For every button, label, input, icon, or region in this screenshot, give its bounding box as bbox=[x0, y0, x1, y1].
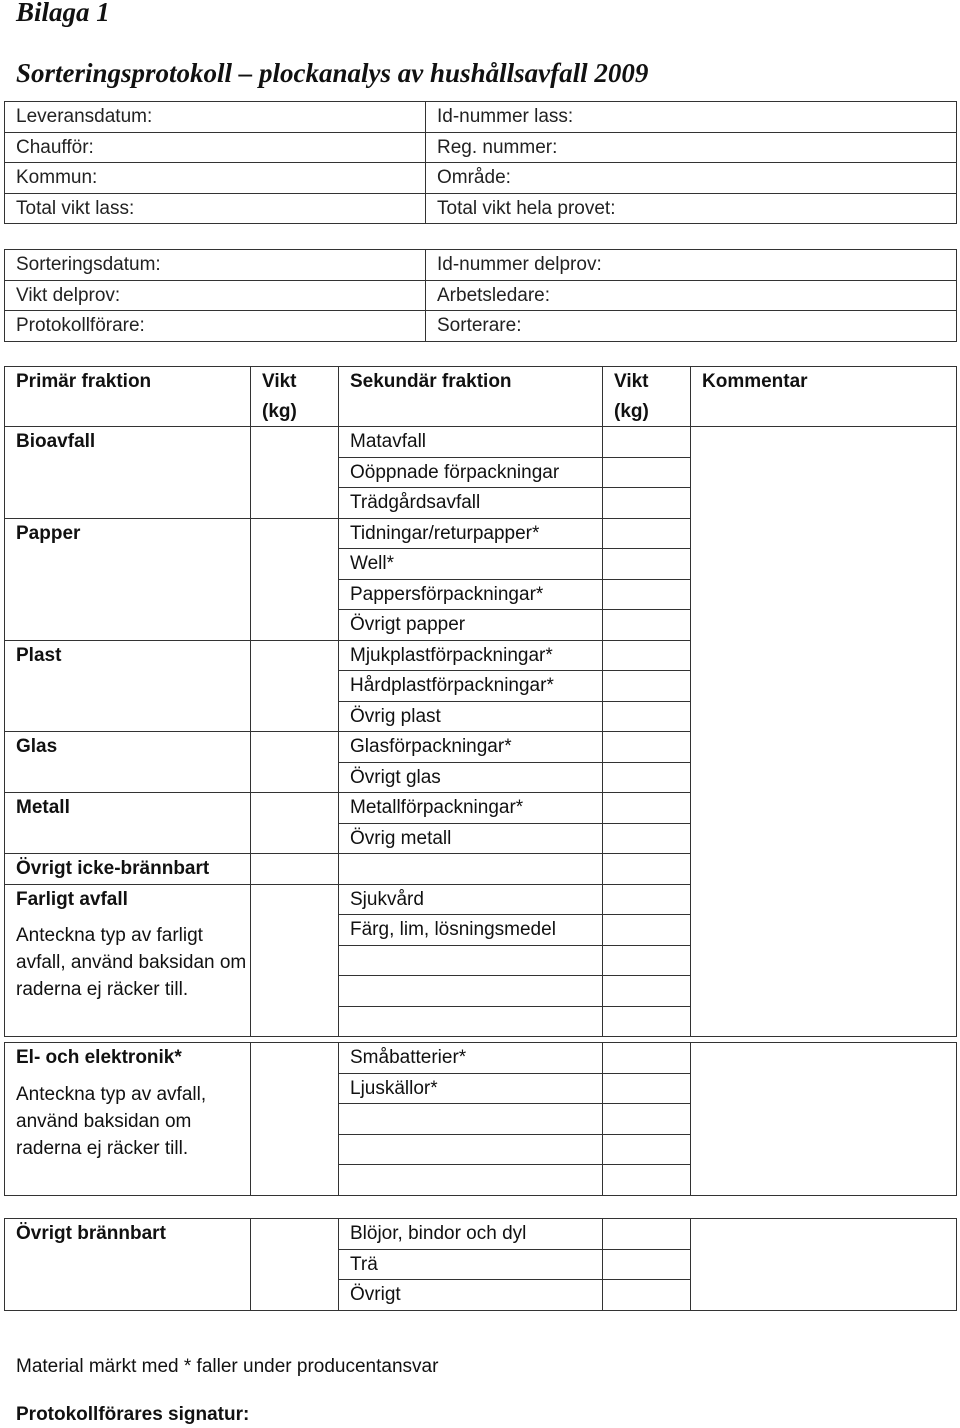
secondary-fraction-cell: Ljuskällor* bbox=[339, 1073, 603, 1104]
weight-header-2: Vikt (kg) bbox=[603, 367, 691, 427]
secondary-weight-input[interactable] bbox=[603, 1073, 691, 1104]
fraction-note: Anteckna typ av farligt avfall, använd baksidan om raderna ej räcker till. bbox=[16, 925, 247, 1000]
secondary-weight-input[interactable] bbox=[603, 427, 691, 458]
secondary-weight-input[interactable] bbox=[603, 854, 691, 885]
work-supervisor-field[interactable]: Arbetsledare: bbox=[426, 280, 957, 311]
secondary-weight-input[interactable] bbox=[603, 1249, 691, 1280]
primary-fraction-cell: Metall bbox=[5, 793, 251, 854]
secondary-weight-input[interactable] bbox=[603, 976, 691, 1007]
sorters-field[interactable]: Sorterare: bbox=[426, 311, 957, 342]
primary-fraction-cell: El- och elektronik* Anteckna typ av avfall, använd baksidan om raderna ej räcker till. bbox=[5, 1043, 251, 1196]
secondary-weight-input[interactable] bbox=[603, 823, 691, 854]
secondary-fraction-cell[interactable] bbox=[339, 854, 603, 885]
sorting-info-table bbox=[4, 249, 957, 342]
sorting-date-field[interactable]: Sorteringsdatum: bbox=[5, 250, 426, 281]
secondary-fraction-cell: Färg, lim, lösningsmedel bbox=[339, 915, 603, 946]
secondary-fraction-cell: Sjukvård bbox=[339, 884, 603, 915]
secondary-weight-input[interactable] bbox=[603, 1280, 691, 1311]
secondary-weight-input[interactable] bbox=[603, 1219, 691, 1250]
secondary-weight-input[interactable] bbox=[603, 1043, 691, 1074]
secondary-fraction-cell: Well* bbox=[339, 549, 603, 580]
subsample-weight-field[interactable]: Vikt delprov: bbox=[5, 280, 426, 311]
primary-weight-input[interactable] bbox=[251, 640, 339, 732]
secondary-weight-input[interactable] bbox=[603, 1104, 691, 1135]
delivery-info-table bbox=[4, 101, 957, 224]
primary-fraction-cell: Bioavfall bbox=[5, 427, 251, 519]
primary-weight-input[interactable] bbox=[251, 884, 339, 1037]
electronics-table bbox=[4, 1042, 957, 1196]
total-sample-weight-field[interactable]: Total vikt hela provet: bbox=[426, 193, 957, 224]
page-title: Sorteringsprotokoll – plockanalys av hushållsavfall 2009 bbox=[16, 58, 649, 88]
producer-responsibility-note: Material märkt med * faller under producentansvar bbox=[16, 1356, 439, 1377]
secondary-weight-input[interactable] bbox=[603, 1165, 691, 1196]
secondary-weight-input[interactable] bbox=[603, 732, 691, 763]
primary-weight-input[interactable] bbox=[251, 854, 339, 885]
secondary-fraction-cell: Mjukplastförpackningar* bbox=[339, 640, 603, 671]
secondary-fraction-cell: Blöjor, bindor och dyl bbox=[339, 1219, 603, 1250]
secondary-weight-input[interactable] bbox=[603, 457, 691, 488]
secondary-weight-input[interactable] bbox=[603, 701, 691, 732]
primary-fraction-cell: Övrigt icke-brännbart bbox=[5, 854, 251, 885]
form-row bbox=[5, 193, 957, 224]
primary-weight-input[interactable] bbox=[251, 427, 339, 519]
secondary-fraction-cell: Tidningar/returpapper* bbox=[339, 518, 603, 549]
secondary-fraction-cell: Övrig plast bbox=[339, 701, 603, 732]
comment-input[interactable] bbox=[691, 1219, 957, 1311]
comment-input[interactable] bbox=[691, 1043, 957, 1196]
secondary-fraction-cell: Övrigt bbox=[339, 1280, 603, 1311]
secondary-weight-input[interactable] bbox=[603, 945, 691, 976]
appendix-label: Bilaga 1 bbox=[16, 0, 110, 27]
primary-weight-input[interactable] bbox=[251, 1043, 339, 1196]
secondary-fraction-cell: Övrig metall bbox=[339, 823, 603, 854]
delivery-date-field[interactable]: Leveransdatum: bbox=[5, 102, 426, 133]
driver-field[interactable]: Chaufför: bbox=[5, 132, 426, 163]
primary-fraction-cell: Övrigt brännbart bbox=[5, 1219, 251, 1311]
secondary-fraction-cell: Övrigt papper bbox=[339, 610, 603, 641]
form-row bbox=[5, 102, 957, 133]
form-row bbox=[5, 163, 957, 194]
table-row bbox=[5, 1219, 957, 1250]
secondary-fraction-cell: Matavfall bbox=[339, 427, 603, 458]
secondary-weight-input[interactable] bbox=[603, 518, 691, 549]
secondary-weight-input[interactable] bbox=[603, 1006, 691, 1037]
signature-label: Protokollförares signatur: bbox=[16, 1404, 250, 1425]
municipality-field[interactable]: Kommun: bbox=[5, 163, 426, 194]
primary-fraction-header: Primär fraktion bbox=[5, 367, 251, 427]
form-row bbox=[5, 250, 957, 281]
table-row bbox=[5, 427, 957, 458]
secondary-weight-input[interactable] bbox=[603, 793, 691, 824]
secondary-weight-input[interactable] bbox=[603, 915, 691, 946]
secondary-fraction-cell: Hårdplastförpackningar* bbox=[339, 671, 603, 702]
secondary-fraction-cell[interactable] bbox=[339, 976, 603, 1007]
primary-weight-input[interactable] bbox=[251, 1219, 339, 1311]
secondary-fraction-cell[interactable] bbox=[339, 1165, 603, 1196]
secondary-fraction-cell: Småbatterier* bbox=[339, 1043, 603, 1074]
secondary-fraction-cell[interactable] bbox=[339, 945, 603, 976]
primary-weight-input[interactable] bbox=[251, 793, 339, 854]
secondary-fraction-cell: Trä bbox=[339, 1249, 603, 1280]
secondary-weight-input[interactable] bbox=[603, 549, 691, 580]
secondary-weight-input[interactable] bbox=[603, 762, 691, 793]
secondary-fraction-cell: Trädgårdsavfall bbox=[339, 488, 603, 519]
primary-weight-input[interactable] bbox=[251, 518, 339, 640]
form-row bbox=[5, 132, 957, 163]
primary-fraction-cell: Farligt avfall Anteckna typ av farligt avfall, använd baksidan om raderna ej räcker till. bbox=[5, 884, 251, 1037]
primary-fraction-cell: Plast bbox=[5, 640, 251, 732]
secondary-weight-input[interactable] bbox=[603, 671, 691, 702]
combustible-table bbox=[4, 1218, 957, 1311]
secondary-fraction-cell[interactable] bbox=[339, 1134, 603, 1165]
secondary-fraction-cell: Oöppnade förpackningar bbox=[339, 457, 603, 488]
secondary-weight-input[interactable] bbox=[603, 579, 691, 610]
load-id-field[interactable]: Id-nummer lass: bbox=[426, 102, 957, 133]
total-load-weight-field[interactable]: Total vikt lass: bbox=[5, 193, 426, 224]
form-row bbox=[5, 311, 957, 342]
weight-header: Vikt (kg) bbox=[251, 367, 339, 427]
secondary-weight-input[interactable] bbox=[603, 488, 691, 519]
fraction-table bbox=[4, 366, 957, 1037]
secondary-fraction-cell[interactable] bbox=[339, 1104, 603, 1135]
secondary-weight-input[interactable] bbox=[603, 1134, 691, 1165]
secondary-fraction-cell: Metallförpackningar* bbox=[339, 793, 603, 824]
secondary-fraction-cell: Glasförpackningar* bbox=[339, 732, 603, 763]
secondary-weight-input[interactable] bbox=[603, 610, 691, 641]
primary-weight-input[interactable] bbox=[251, 732, 339, 793]
registration-number-field[interactable]: Reg. nummer: bbox=[426, 132, 957, 163]
primary-fraction-cell: Papper bbox=[5, 518, 251, 640]
record-keeper-field[interactable]: Protokollförare: bbox=[5, 311, 426, 342]
secondary-fraction-cell: Övrigt glas bbox=[339, 762, 603, 793]
comment-header: Kommentar bbox=[691, 367, 957, 427]
primary-fraction-cell: Glas bbox=[5, 732, 251, 793]
form-row bbox=[5, 280, 957, 311]
subsample-id-field[interactable]: Id-nummer delprov: bbox=[426, 250, 957, 281]
secondary-fraction-cell: Pappersförpackningar* bbox=[339, 579, 603, 610]
secondary-fraction-header: Sekundär fraktion bbox=[339, 367, 603, 427]
secondary-weight-input[interactable] bbox=[603, 884, 691, 915]
fraction-note: Anteckna typ av avfall, använd baksidan om raderna ej räcker till. bbox=[16, 1083, 207, 1159]
area-field[interactable]: Område: bbox=[426, 163, 957, 194]
table-header-row bbox=[5, 367, 957, 427]
table-row bbox=[5, 1043, 957, 1074]
secondary-weight-input[interactable] bbox=[603, 640, 691, 671]
comment-input[interactable] bbox=[691, 427, 957, 1037]
secondary-fraction-cell[interactable] bbox=[339, 1006, 603, 1037]
